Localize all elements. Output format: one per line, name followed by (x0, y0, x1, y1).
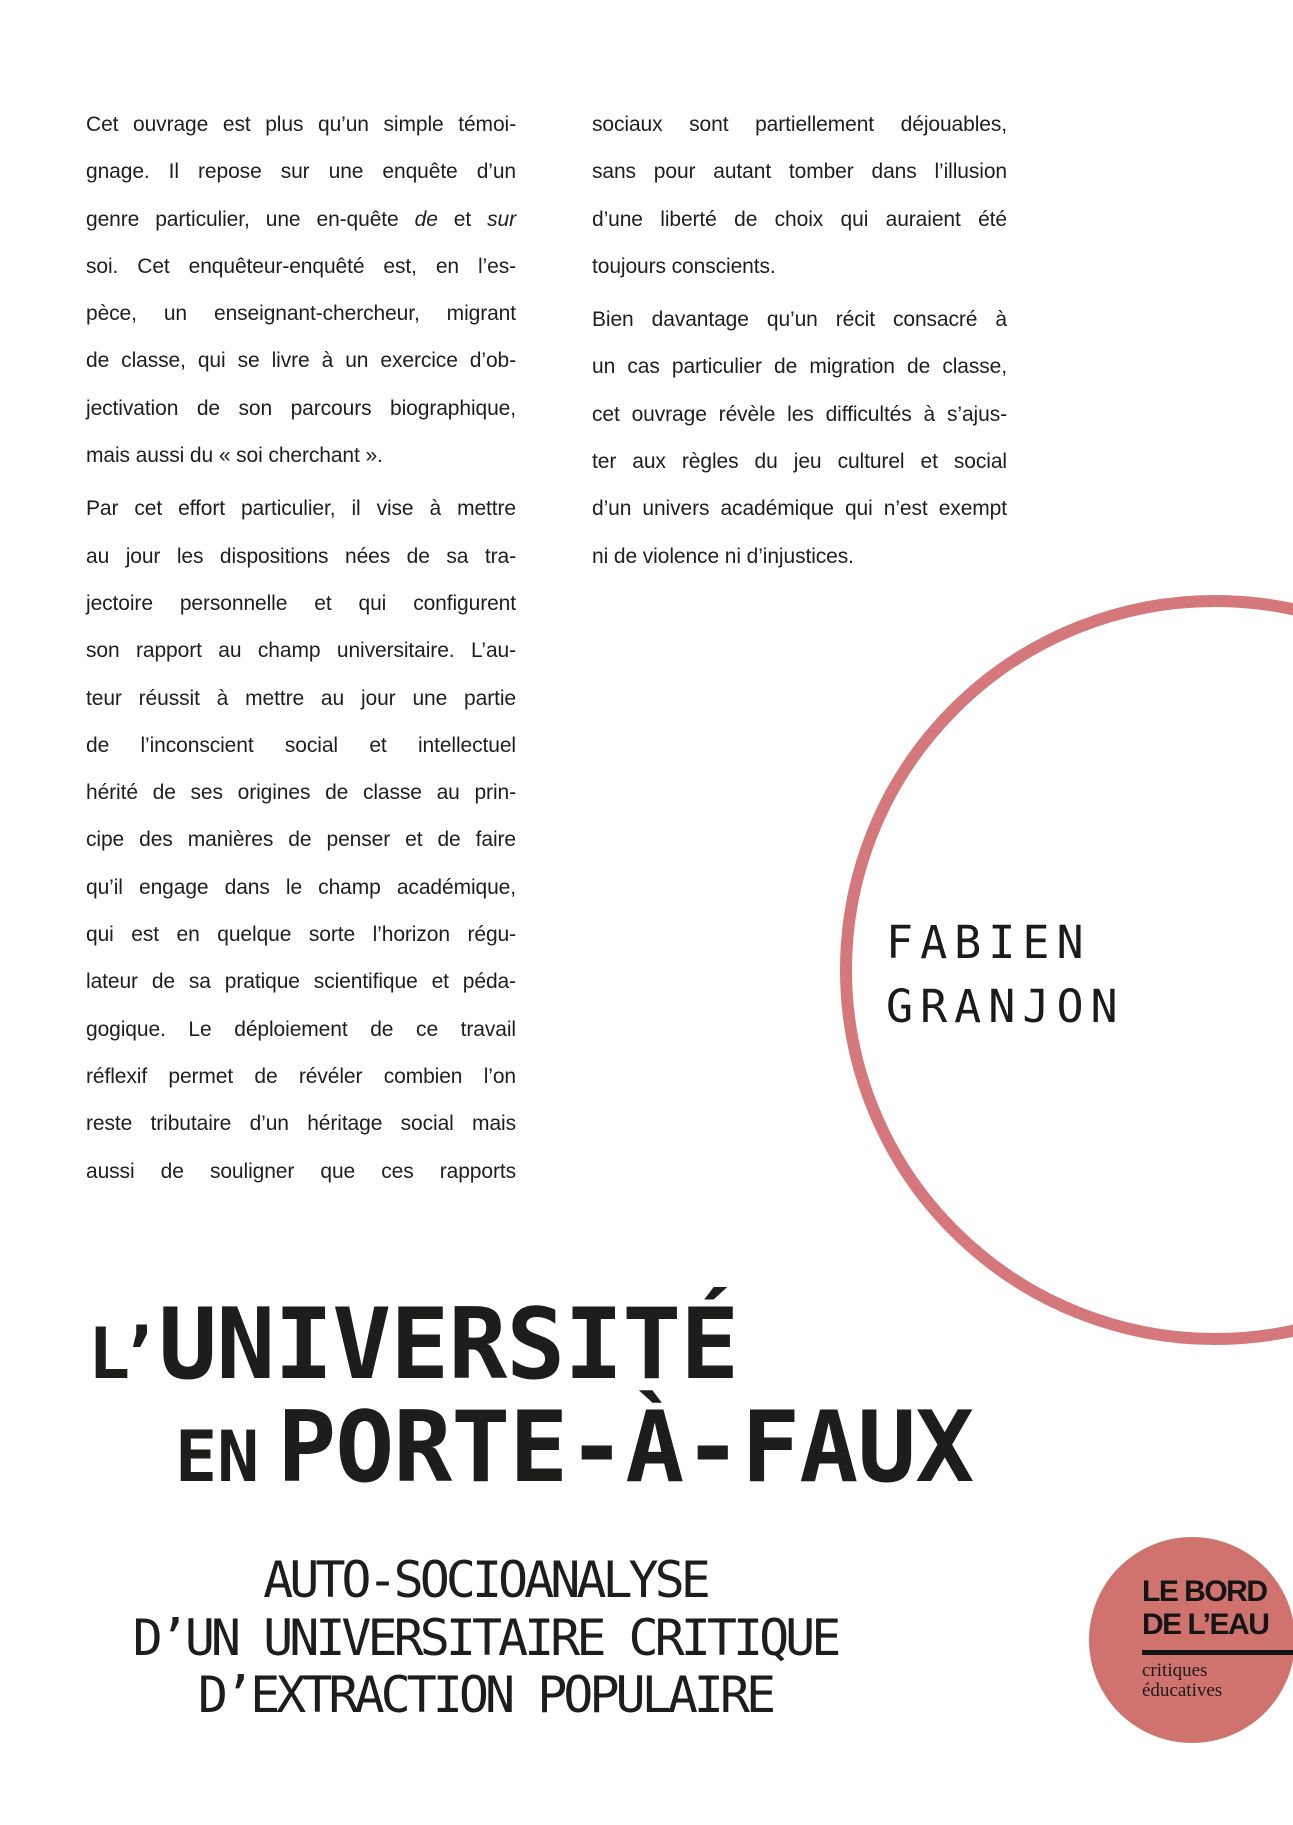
blurb-line: soi. Cet enquêteur-enquêté est, en l’es- (86, 254, 516, 278)
title-word-en: EN (175, 1416, 260, 1498)
blurb-line: d’un univers académique qui n’est exempt (592, 497, 1007, 521)
blurb-line: d’une liberté de choix qui auraient été (592, 207, 1007, 231)
blurb-line: cet ouvrage révèle les difficultés à s’ajus- (592, 402, 1007, 426)
blurb-right-column (592, 101, 1007, 580)
blurb-line: jectivation de son parcours biographique, (86, 396, 516, 420)
publisher-name-line1: LE BORD (1142, 1575, 1267, 1608)
publisher-collection (1142, 1661, 1222, 1701)
author-last-name: GRANJON (886, 980, 1125, 1033)
blurb-line: aussi de souligner que ces rapports (86, 1159, 516, 1183)
blurb-line: mais aussi du « soi cherchant ». (86, 444, 383, 468)
blurb-line: lateur de sa pratique scientifique et péda- (86, 970, 516, 994)
subtitle-line: D’UN UNIVERSITAIRE CRITIQUE (132, 1608, 838, 1667)
title-article: L’ (88, 1313, 149, 1395)
title-word-universite: UNIVERSITÉ (158, 1288, 739, 1402)
blurb-line: cipe des manières de penser et de faire (86, 828, 516, 852)
blurb-line: jectoire personnelle et qui configurent (86, 591, 516, 615)
blurb-paragraph (86, 485, 516, 1194)
blurb-line: qui est en quelque sorte l’horizon régu- (86, 923, 516, 947)
blurb-line: reste tributaire d’un héritage social mais (86, 1112, 516, 1136)
blurb-line: au jour les dispositions nées de sa tra- (86, 544, 516, 568)
blurb-line: qu’il engage dans le champ académique, (86, 875, 516, 899)
subtitle-line: D’EXTRACTION POPULAIRE (197, 1666, 773, 1724)
book-subtitle (95, 1552, 875, 1725)
blurb-line: gnage. Il repose sur une enquête d’un (86, 160, 516, 184)
blurb-line: Cet ouvrage est plus qu’un simple témoi- (86, 113, 516, 136)
collection-line1: critiques (1142, 1660, 1208, 1681)
collection-line2: éducatives (1142, 1680, 1223, 1701)
blurb-line: genre particulier, une en-quête de et sur (86, 207, 516, 231)
blurb-line: gogique. Le déploiement de ce travail (86, 1017, 516, 1041)
blurb-line: un cas particulier de migration de classe, (592, 355, 1007, 379)
blurb-line: de l’inconscient social et intellectuel (86, 733, 516, 757)
blurb-line: de classe, qui se livre à un exercice d’ob- (86, 349, 516, 373)
publisher-name-line2: DE L’EAU (1142, 1608, 1269, 1641)
blurb-line: sociaux sont partiellement déjouables, (592, 113, 1007, 136)
blurb-paragraph (592, 296, 1007, 580)
author-name (886, 911, 1125, 1039)
blurb-line: Par cet effort particulier, il vise à mettre (86, 497, 516, 521)
blurb-line: sans pour autant tomber dans l’illusion (592, 160, 1007, 184)
publisher-name (1142, 1575, 1268, 1641)
book-title-line2 (175, 1391, 974, 1506)
title-word-porte-a-faux: PORTE-À-FAUX (277, 1391, 974, 1505)
publisher-logo-rule (1142, 1650, 1293, 1655)
blurb-line: Bien davantage qu’un récit consacré à (592, 308, 1007, 332)
author-first-name: FABIEN (886, 916, 1091, 969)
blurb-line: pèce, un enseignant-chercheur, migrant (86, 302, 516, 326)
book-title-line1 (88, 1288, 739, 1403)
blurb-paragraph (592, 101, 1007, 290)
subtitle-line: AUTO-SOCIOANALYSE (263, 1551, 707, 1609)
blurb-line: son rapport au champ universitaire. L’au- (86, 639, 516, 663)
blurb-line: ni de violence ni d’injustices. (592, 544, 854, 568)
blurb-line: toujours conscients. (592, 254, 776, 278)
blurb-paragraph (86, 101, 516, 479)
blurb-line: hérité de ses origines de classe au prin- (86, 781, 516, 805)
blurb-left-column (86, 101, 516, 1195)
blurb-line: teur réussit à mettre au jour une partie (86, 686, 516, 710)
blurb-line: ter aux règles du jeu culturel et social (592, 450, 1007, 474)
blurb-line: réflexif permet de révéler combien l’on (86, 1064, 516, 1088)
